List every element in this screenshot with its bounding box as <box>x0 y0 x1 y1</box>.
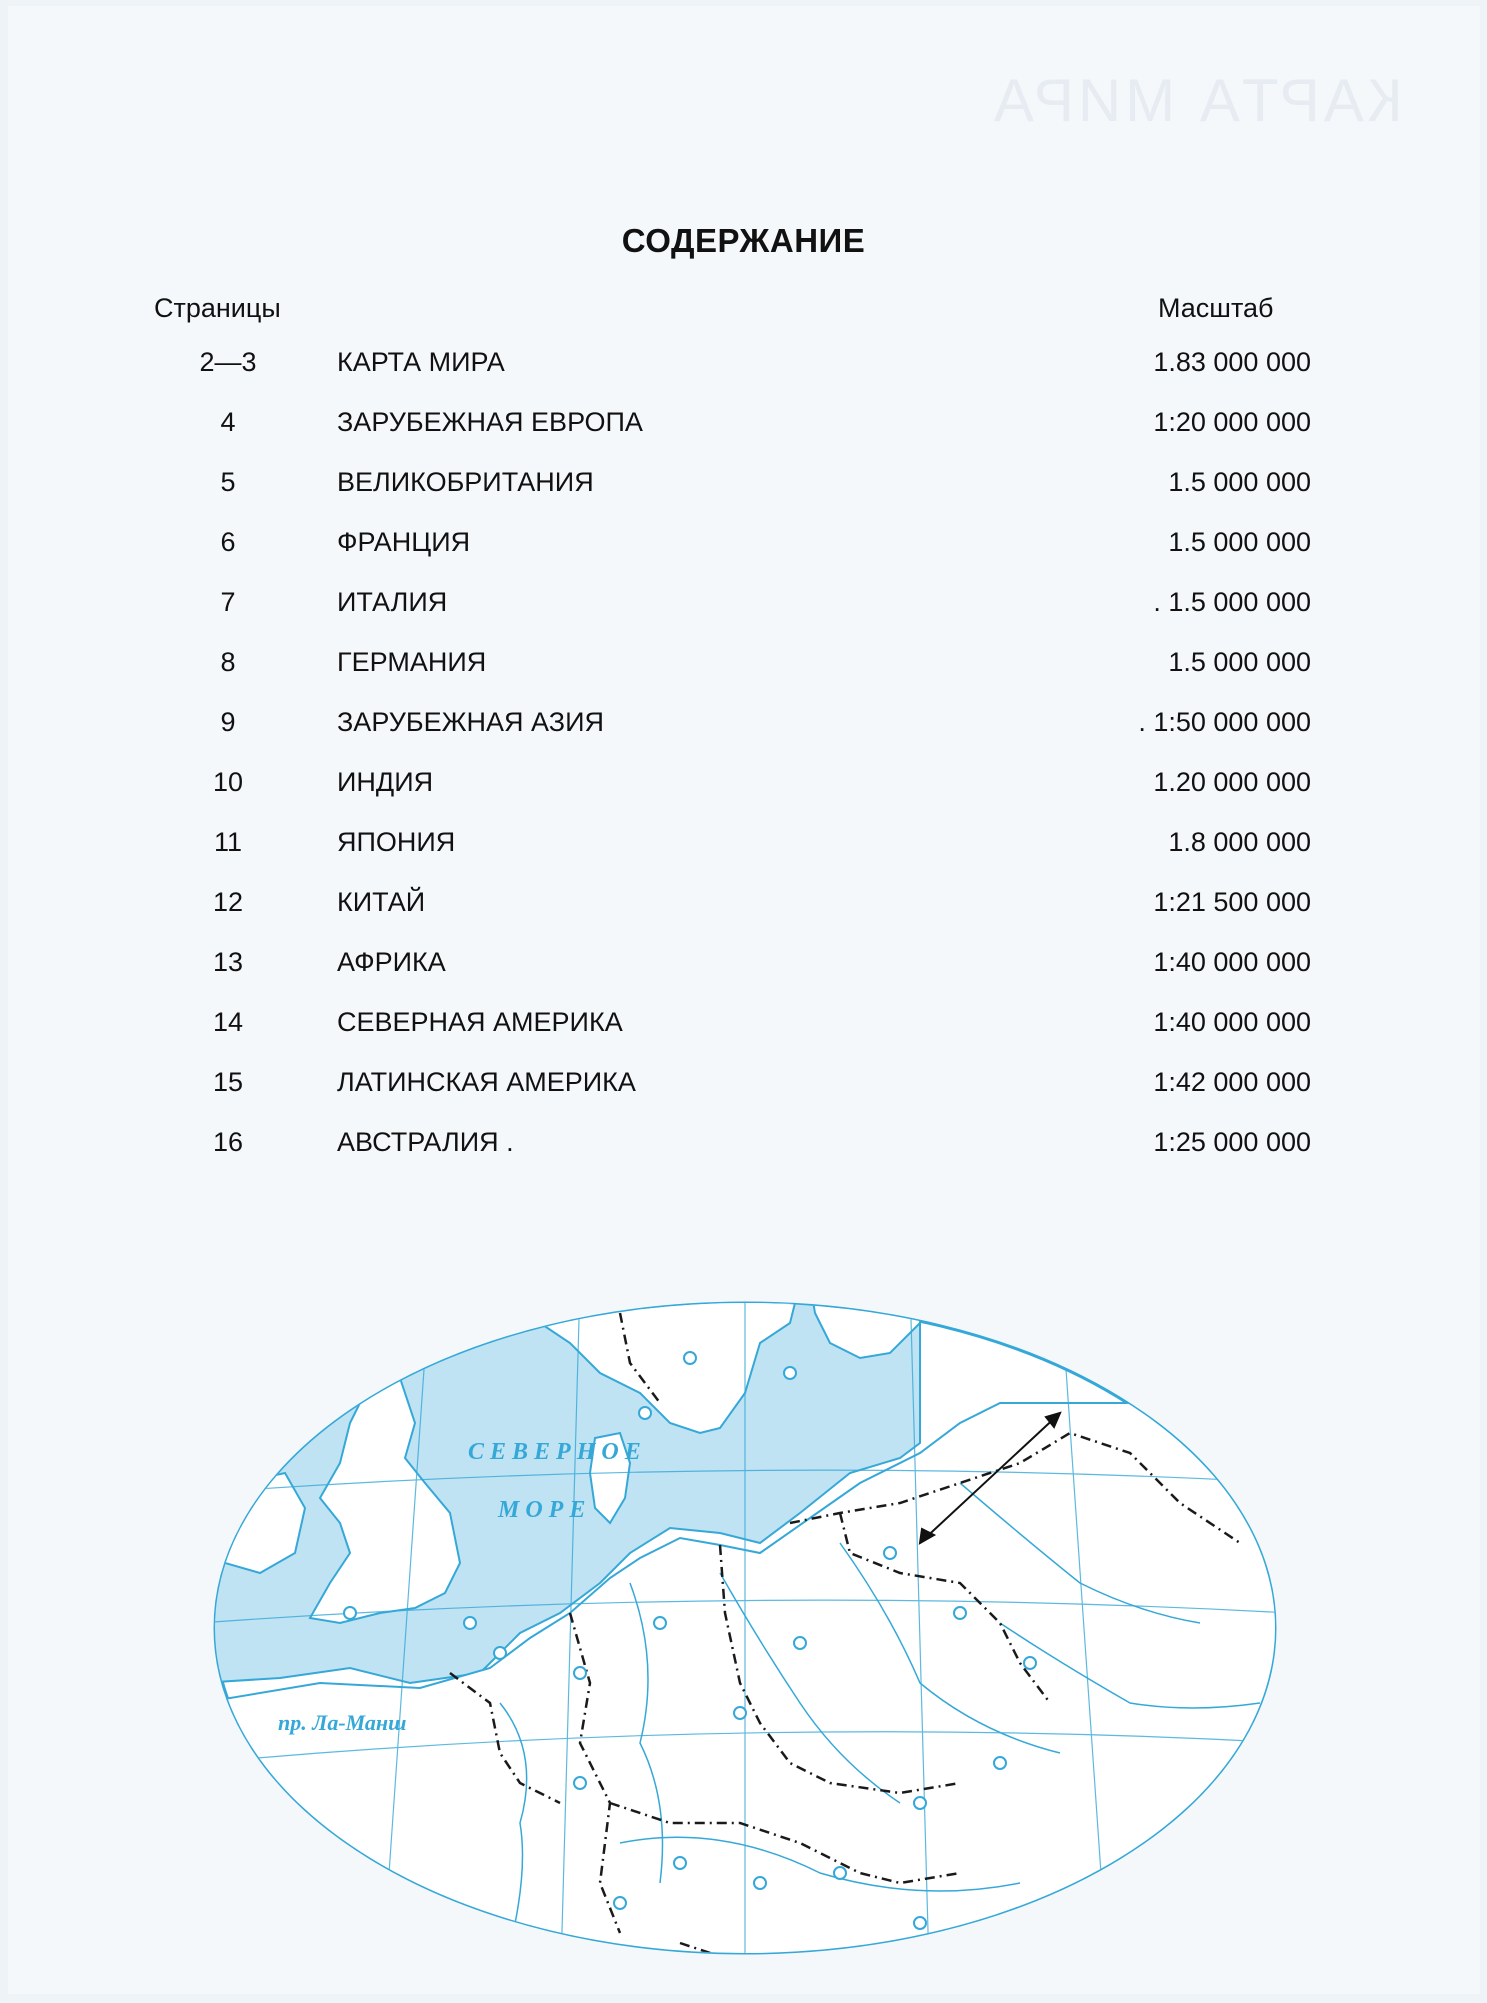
toc-section-name: ГЕРМАНИЯ <box>337 647 487 677</box>
scale-column-header: Масштаб <box>1158 293 1274 323</box>
toc-scale: 1.5 000 000 <box>1168 527 1311 557</box>
toc-page-number: 11 <box>213 827 243 857</box>
toc-scale: 1:42 000 000 <box>1153 1067 1311 1097</box>
toc-page-number: 2—3 <box>199 347 257 377</box>
toc-scale: 1.5 000 000 <box>1168 647 1311 677</box>
toc-page-number: 9 <box>220 707 236 737</box>
toc-row <box>0 642 1487 702</box>
toc-row <box>0 522 1487 582</box>
toc-page-number: 6 <box>220 527 236 557</box>
toc-scale: 1.8 000 000 <box>1168 827 1311 857</box>
pages-column-header: Страницы <box>154 293 281 323</box>
toc-section-name: АФРИКА <box>337 947 446 977</box>
toc-page-number: 4 <box>220 407 236 437</box>
toc-scale: 1:40 000 000 <box>1153 1007 1311 1037</box>
sea-label-line2: МОРЕ <box>498 1497 592 1523</box>
toc-row <box>0 402 1487 462</box>
toc-row <box>0 882 1487 942</box>
toc-page-number: 15 <box>212 1067 244 1097</box>
toc-page-number: 10 <box>212 767 244 797</box>
toc-scale: 1.20 000 000 <box>1153 767 1311 797</box>
toc-scale: 1:21 500 000 <box>1153 887 1311 917</box>
toc-section-name: КАРТА МИРА <box>337 347 505 377</box>
toc-section-name: ЗАРУБЕЖНАЯ ЕВРОПА <box>337 407 643 437</box>
toc-section-name: ЛАТИНСКАЯ АМЕРИКА <box>337 1067 636 1097</box>
toc-scale: 1:25 000 000 <box>1153 1127 1311 1157</box>
toc-row <box>0 822 1487 882</box>
toc-scale: 1:20 000 000 <box>1153 407 1311 437</box>
toc-row <box>0 582 1487 642</box>
toc-section-name: ФРАНЦИЯ <box>337 527 471 557</box>
toc-section-name: ВЕЛИКОБРИТАНИЯ <box>337 467 594 497</box>
toc-row <box>0 942 1487 1002</box>
map-svg <box>200 1283 1290 2003</box>
toc-scale: . 1:50 000 000 <box>1138 707 1311 737</box>
toc-page-number: 12 <box>212 887 244 917</box>
toc-page-number: 7 <box>220 587 236 617</box>
toc-row <box>0 342 1487 402</box>
toc-page-number: 13 <box>212 947 244 977</box>
toc-scale: 1.83 000 000 <box>1153 347 1311 377</box>
toc-scale: 1.5 000 000 <box>1168 467 1311 497</box>
bleed-through-text: КАРТА МИРА <box>990 67 1403 134</box>
strait-label: пр. Ла-Манш <box>278 1710 407 1735</box>
toc-section-name: ЯПОНИЯ <box>337 827 456 857</box>
toc-section-name: АВСТРАЛИЯ . <box>337 1127 514 1157</box>
toc-row <box>0 1062 1487 1122</box>
toc-page-number: 14 <box>212 1007 244 1037</box>
toc-section-name: КИТАЙ <box>337 887 426 917</box>
toc-scale: 1:40 000 000 <box>1153 947 1311 977</box>
sea-label-line1: СЕВЕРНОЕ <box>468 1439 647 1465</box>
toc-row <box>0 702 1487 762</box>
toc-scale: . 1.5 000 000 <box>1153 587 1311 617</box>
toc-page-number: 8 <box>220 647 236 677</box>
toc-row <box>0 462 1487 522</box>
page-title: СОДЕРЖАНИЕ <box>621 222 866 259</box>
toc-section-name: СЕВЕРНАЯ АМЕРИКА <box>337 1007 623 1037</box>
toc-section-name: ИТАЛИЯ <box>337 587 448 617</box>
toc-page-number: 5 <box>220 467 236 497</box>
toc-row <box>0 762 1487 822</box>
toc-section-name: ИНДИЯ <box>337 767 434 797</box>
toc-row <box>0 1122 1487 1182</box>
toc-section-name: ЗАРУБЕЖНАЯ АЗИЯ <box>337 707 604 737</box>
europe-outline-map <box>200 1283 1290 2003</box>
toc-page-number: 16 <box>212 1127 244 1157</box>
toc-row <box>0 1002 1487 1062</box>
